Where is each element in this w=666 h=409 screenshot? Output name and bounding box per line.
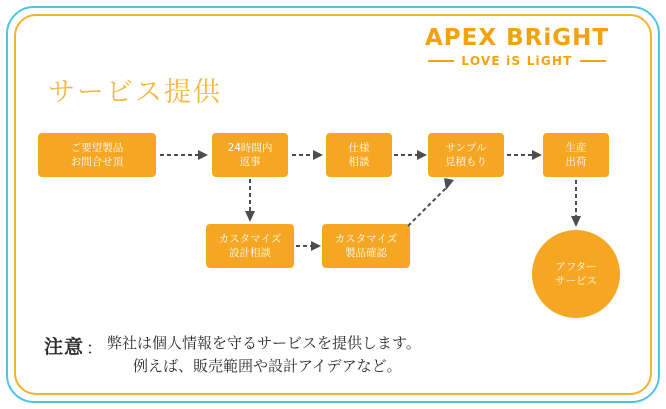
flow-node-custom-design-line1: カスタマイズ [218,232,282,245]
arrow-spec-to-sample [394,148,428,162]
flow-node-reply24h-line1: 24時間内 [227,141,273,154]
flow-node-custom-check-line2: 製品確認 [345,247,387,259]
dash-left-icon [428,60,454,62]
arrow-production-to-after-sales [569,180,583,228]
flow-node-after-sales-line1: アフター [555,260,597,273]
arrow-custom-design-to-custom-check [296,239,322,253]
flow-node-inquiry-line1: ご要望製品 [70,141,124,154]
flow-node-production-line2: 出荷 [565,156,587,168]
flow-node-sample [428,133,504,177]
dash-right-icon [580,60,606,62]
flow-node-custom-design [206,224,294,268]
arrow-inquiry-to-reply [160,148,210,162]
flow-node-inquiry-line2: お問合せ頂 [70,156,124,168]
arrow-sample-to-production [507,148,543,162]
flow-node-custom-design-line2: 設計相談 [229,247,271,259]
brand-logo [402,26,632,68]
flow-node-sample-line1: サンプル [445,141,487,154]
arrow-reply-to-spec [292,148,324,162]
note-text [107,332,421,377]
flow-node-production-line1: 生産 [565,141,587,154]
flow-node-inquiry [38,133,156,177]
flow-node-custom-check [322,224,410,268]
flow-node-reply24h [212,133,288,177]
flow-node-sample-line2: 見積もり [445,156,487,168]
brand-tagline-row [402,54,632,68]
brand-tagline: LOVE iS LiGHT [461,54,573,69]
flow-node-reply24h-line2: 返事 [239,156,261,168]
flow-node-production [543,133,609,177]
arrow-reply-to-custom-design [243,179,257,223]
flow-node-spec-line2: 相談 [348,156,370,168]
note-line-2: 例えば、販売範囲や設計アイデアなど。 [133,356,402,375]
flow-node-spec-line1: 仕様 [348,141,370,154]
flow-node-spec [326,133,392,177]
brand-name: APEX BRiGHT [424,25,610,51]
flow-node-custom-check-line1: カスタマイズ [334,232,398,245]
flow-node-after-sales-line2: サービス [555,275,597,287]
note-colon: ： [86,339,104,359]
page-title: サービス提供 [48,77,222,108]
note-block [44,332,624,377]
note-label: 注意 [44,336,85,358]
flow-node-after-sales [532,230,620,318]
note-line-1: 弊社は個人情報を守るサービスを提供します。 [107,334,421,352]
arrow-custom-check-to-sample [404,176,464,228]
